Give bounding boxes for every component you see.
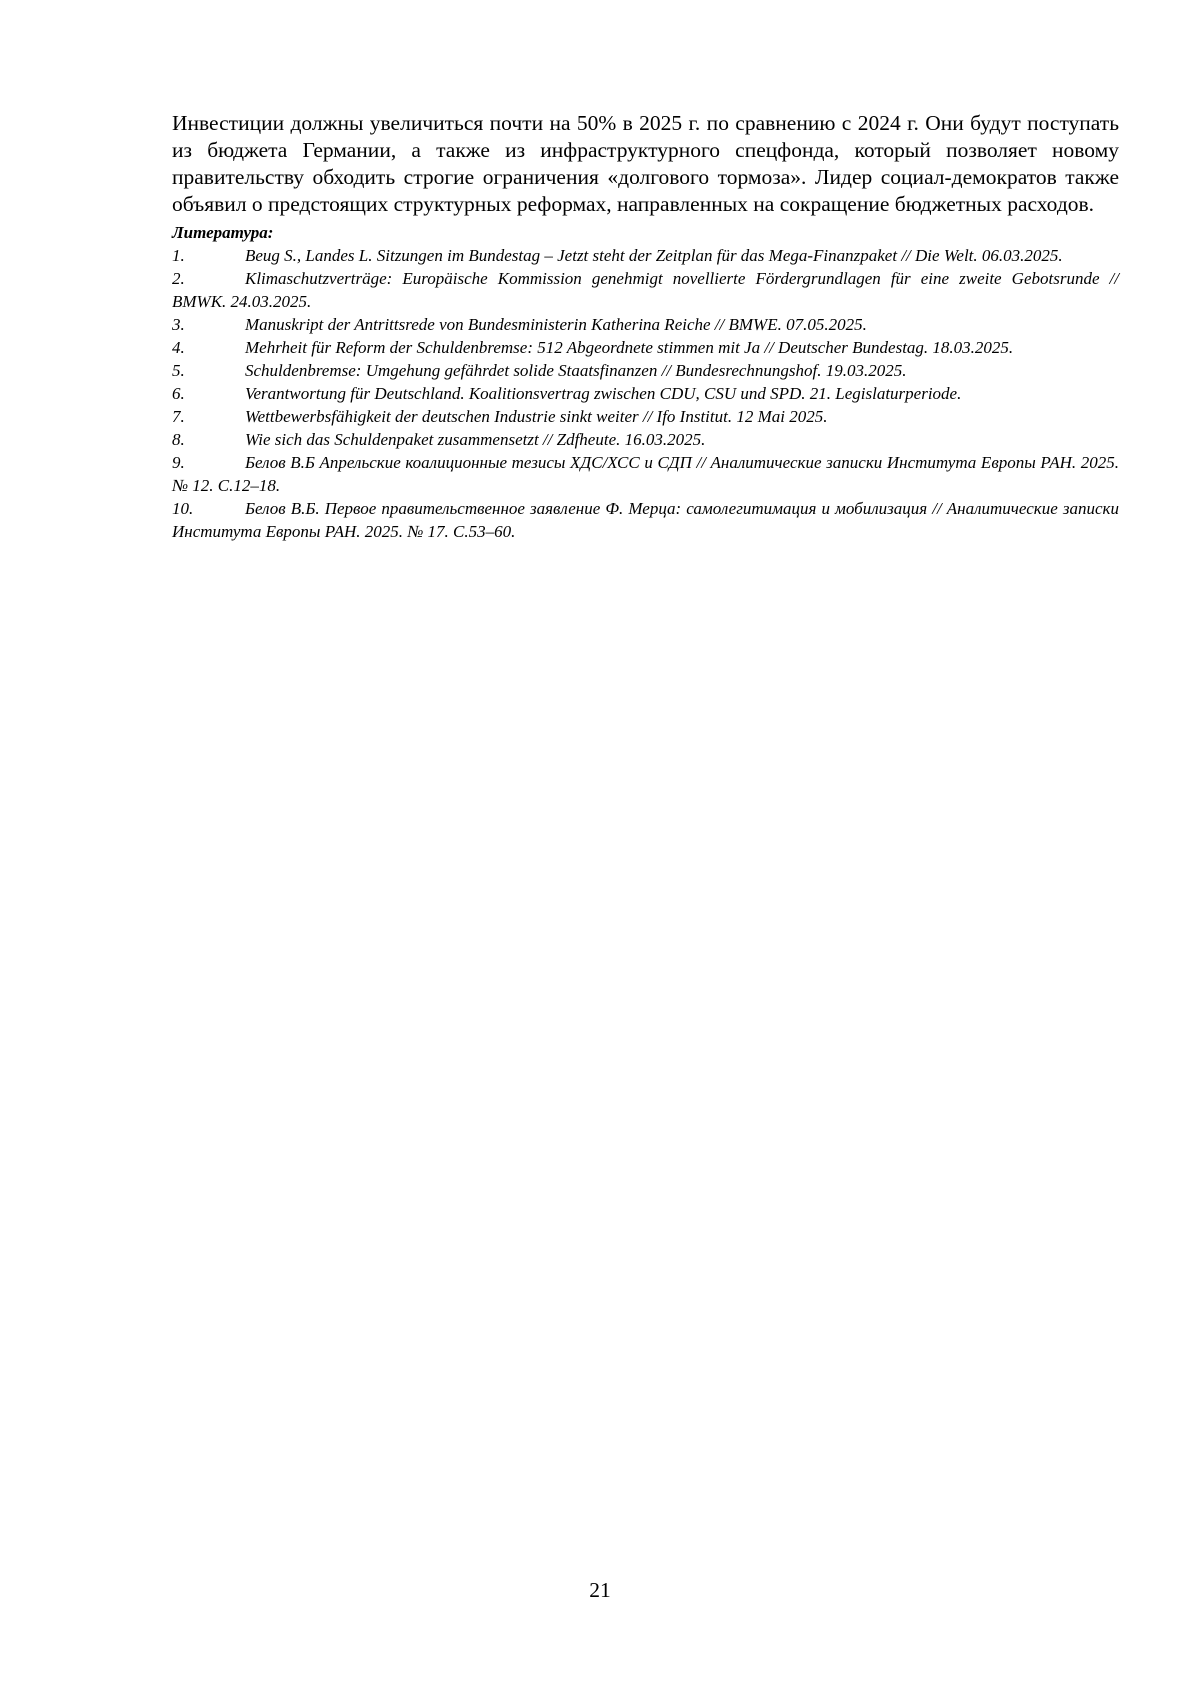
reference-number: 1. <box>172 246 185 265</box>
reference-text: Manuskript der Antrittsrede von Bundesministerin Katherina Reiche // BMWE. 07.05.2025. <box>245 315 867 334</box>
reference-item <box>172 428 1119 451</box>
reference-number: 6. <box>172 384 185 403</box>
body-paragraph: Инвестиции должны увеличиться почти на 50% в 2025 г. по сравнению с 2024 г. Они будут поступать из бюджета Германии, а также из инфраструктурного спецфонда, который позволяет новому правительству обходить строгие ограничения «долгового тормоза». Лидер социал-демократов также объявил о предстоящих структурных реформах, направленных на сокращение бюджетных расходов. <box>172 111 1119 216</box>
reference-text: Verantwortung für Deutschland. Koalitionsvertrag zwischen CDU, CSU und SPD. 21. Legislaturperiode. <box>245 384 962 403</box>
reference-number: 10. <box>172 499 194 518</box>
reference-text: Klimaschutzverträge: Europäische Kommission genehmigt novellierte Fördergrundlagen für eine zweite Gebotsrunde // BMWK. 24.03.2025. <box>172 269 1119 311</box>
reference-number: 5. <box>172 361 185 380</box>
reference-text: Wie sich das Schuldenpaket zusammensetzt // Zdfheute. 16.03.2025. <box>245 430 706 449</box>
reference-number: 4. <box>172 338 185 357</box>
page-number: 21 <box>589 1578 611 1602</box>
reference-text: Wettbewerbsfähigkeit der deutschen Industrie sinkt weiter // Ifo Institut. 12 Mai 2025. <box>245 407 828 426</box>
references-heading: Литература: <box>172 223 274 242</box>
reference-item <box>172 382 1119 405</box>
reference-number: 9. <box>172 453 185 472</box>
reference-item <box>172 497 1119 543</box>
reference-item <box>172 451 1119 497</box>
document-page <box>172 110 1119 543</box>
reference-item <box>172 267 1119 313</box>
reference-number: 3. <box>172 315 185 334</box>
reference-text: Schuldenbremse: Umgehung gefährdet solide Staatsfinanzen // Bundesrechnungshof. 19.03.2025. <box>245 361 907 380</box>
reference-text: Белов В.Б. Первое правительственное заявление Ф. Мерца: самолегитимация и мобилизация // Аналитические записки Института Европы РАН. 2025. № 17. С.53–60. <box>172 499 1119 541</box>
references-list <box>172 244 1119 543</box>
reference-number: 7. <box>172 407 185 426</box>
reference-text: Beug S., Landes L. Sitzungen im Bundestag – Jetzt steht der Zeitplan für das Mega-Finanzpaket // Die Welt. 06.03.2025. <box>245 246 1063 265</box>
reference-number: 2. <box>172 269 185 288</box>
reference-number: 8. <box>172 430 185 449</box>
reference-item <box>172 336 1119 359</box>
reference-item <box>172 244 1119 267</box>
reference-item <box>172 359 1119 382</box>
reference-text: Mehrheit für Reform der Schuldenbremse: 512 Abgeordnete stimmen mit Ja // Deutscher Bundestag. 18.03.2025. <box>245 338 1014 357</box>
reference-item <box>172 405 1119 428</box>
reference-text: Белов В.Б Апрельские коалиционные тезисы ХДС/ХСС и СДП // Аналитические записки Института Европы РАН. 2025. № 12. С.12–18. <box>172 453 1119 495</box>
reference-item <box>172 313 1119 336</box>
